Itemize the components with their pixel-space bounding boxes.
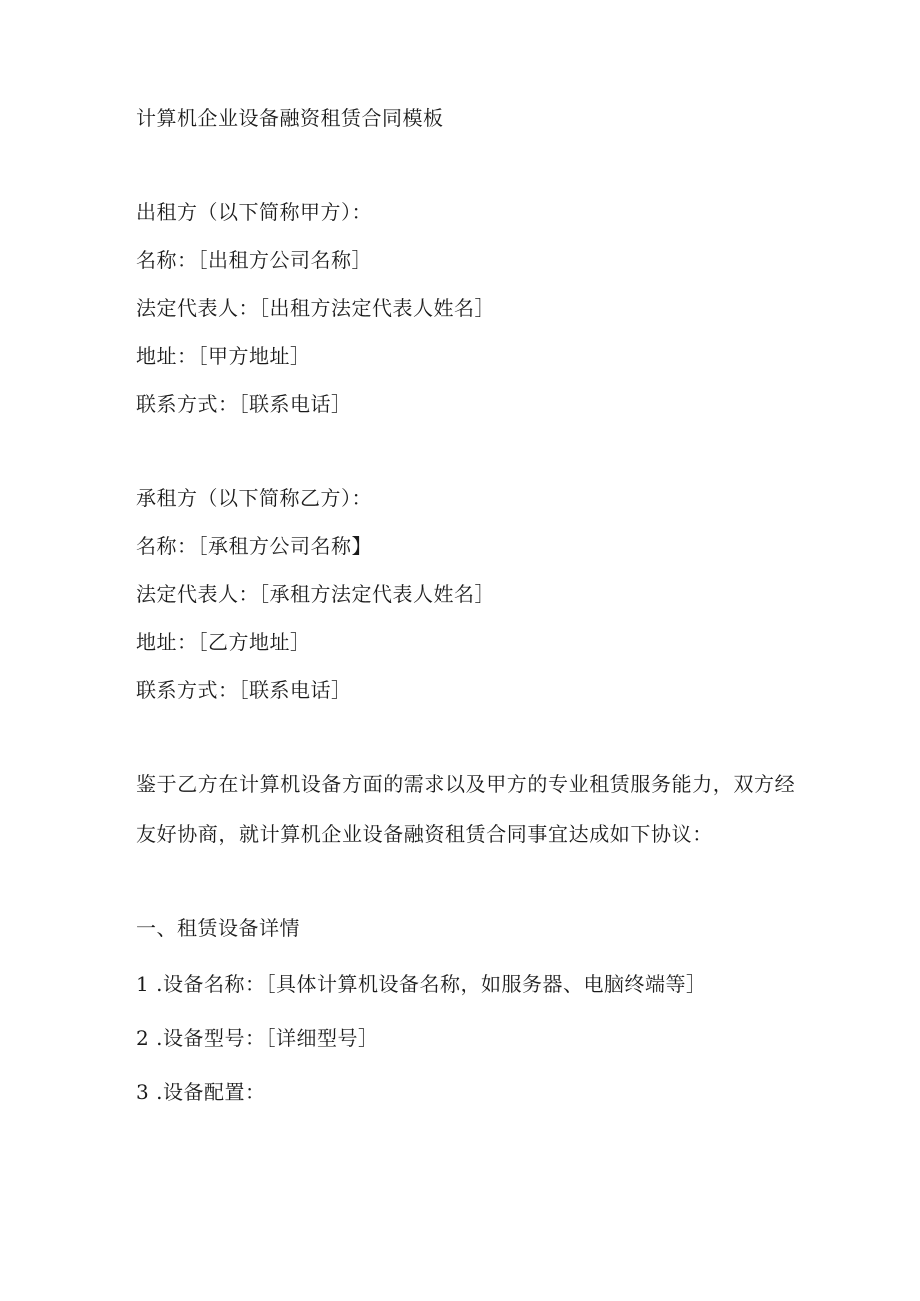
preamble-line-2: 友好协商，就计算机企业设备融资租赁合同事宜达成如下协议： xyxy=(136,822,713,846)
lessor-representative: 法定代表人：［出租方法定代表人姓名］ xyxy=(136,296,495,320)
lessee-name: 名称：［承租方公司名称】 xyxy=(136,534,372,558)
document-title: 计算机企业设备融资租赁合同模板 xyxy=(136,106,444,130)
lessee-contact: 联系方式：［联系电话］ xyxy=(136,678,352,702)
section-1-heading: 一、租赁设备详情 xyxy=(136,916,300,940)
lessee-heading: 承租方（以下简称乙方）： xyxy=(136,486,372,510)
section-1-item-3: 3 .设备配置： xyxy=(136,1080,266,1104)
lessor-contact: 联系方式：［联系电话］ xyxy=(136,392,352,416)
lessor-address: 地址：［甲方地址］ xyxy=(136,344,311,368)
lessee-representative: 法定代表人：［承租方法定代表人姓名］ xyxy=(136,582,495,606)
lessor-name: 名称：［出租方公司名称］ xyxy=(136,248,372,272)
preamble-line-1: 鉴于乙方在计算机设备方面的需求以及甲方的专业租赁服务能力，双方经 xyxy=(136,772,796,796)
section-1-item-1: 1 .设备名称：［具体计算机设备名称，如服务器、电脑终端等］ xyxy=(136,972,707,996)
lessee-address: 地址：［乙方地址］ xyxy=(136,630,311,654)
lessor-heading: 出租方（以下简称甲方）： xyxy=(136,200,372,224)
section-1-item-2: 2 .设备型号：［详细型号］ xyxy=(136,1026,379,1050)
